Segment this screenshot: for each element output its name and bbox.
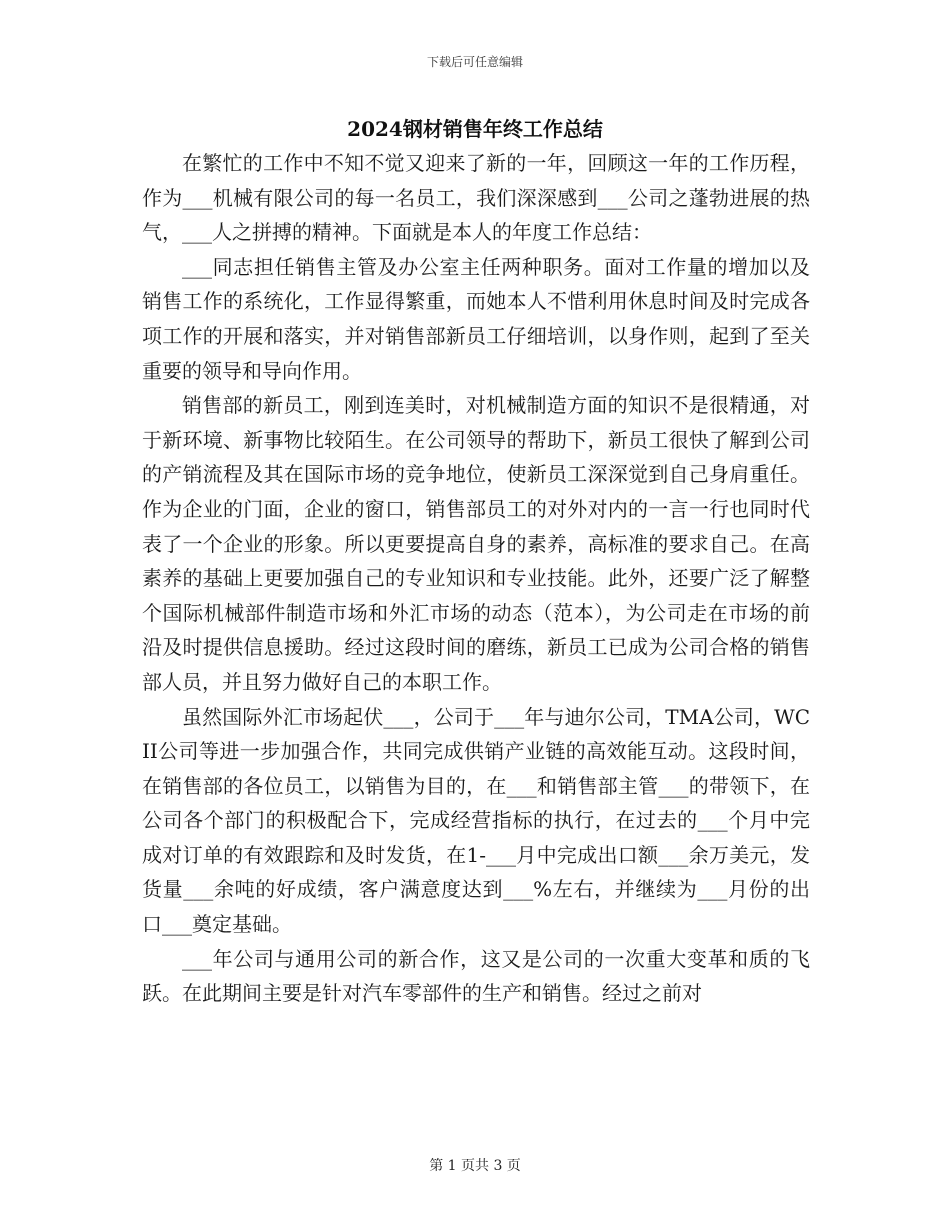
paragraph: 销售部的新员工，刚到连美时，对机械制造方面的知识不是很精通，对于新环境、新事物比较陌生。在公司领导的帮助下，新员工很快了解到公司的产销流程及其在国际市场的竞争地位，使新员工深深觉到自己身肩重任。作为企业的门面，企业的窗口，销售部员工的对外对内的一言一行也同时代表了一个企业的形象。所以更要提高自身的素养，高标准的要求自己。在高素养的基础上更要加强自己的专业知识和专业技能。此外，还要广泛了解整个国际机械部件制造市场和外汇市场的动态（范本），为公司走在市场的前沿及时提供信息援助。经过这段时间的磨练，新员工已成为公司合格的销售部人员，并且努力做好自己的本职工作。 — [142, 393, 810, 694]
paragraph: ___年公司与通用公司的新合作，这又是公司的一次重大变革和质的飞跃。在此期间主要是针对汽车零部件的生产和销售。经过之前对 — [142, 946, 810, 1006]
document-title: 2024钢材销售年终工作总结 — [347, 117, 603, 141]
paragraph: 虽然国际外汇市场起伏___，公司于___年与迪尔公司，TMA公司，WCII公司等进一步加强合作，共同完成供销产业链的高效能互动。这段时间，在销售部的各位员工，以销售为目的，在___和销售部主管___的带领下，在公司各个部门的积极配合下，完成经营指标的执行，在过去的___个月中完成对订单的有效跟踪和及时发货，在1-___月中完成出口额___余万美元，发货量___余吨的好成绩，客户满意度达到___%左右，并继续为___月份的出口___奠定基础。 — [142, 704, 810, 937]
paragraph: ___同志担任销售主管及办公室主任两种职务。面对工作量的增加以及销售工作的系统化，工作显得繁重，而她本人不惜利用休息时间及时完成各项工作的开展和落实，并对销售部新员工仔细培训，以身作则，起到了至关重要的领导和导向作用。 — [142, 254, 810, 383]
paragraph: 在繁忙的工作中不知不觉又迎来了新的一年，回顾这一年的工作历程，作为___机械有限公司的每一名员工，我们深深感到___公司之蓬勃进展的热气，___人之拼搏的精神。下面就是本人的年度工作总结： — [142, 151, 810, 245]
header-note: 下载后可任意编辑 — [426, 55, 523, 69]
document-body — [142, 146, 810, 1011]
page-number: 第 1 页共 3 页 — [429, 1158, 521, 1174]
